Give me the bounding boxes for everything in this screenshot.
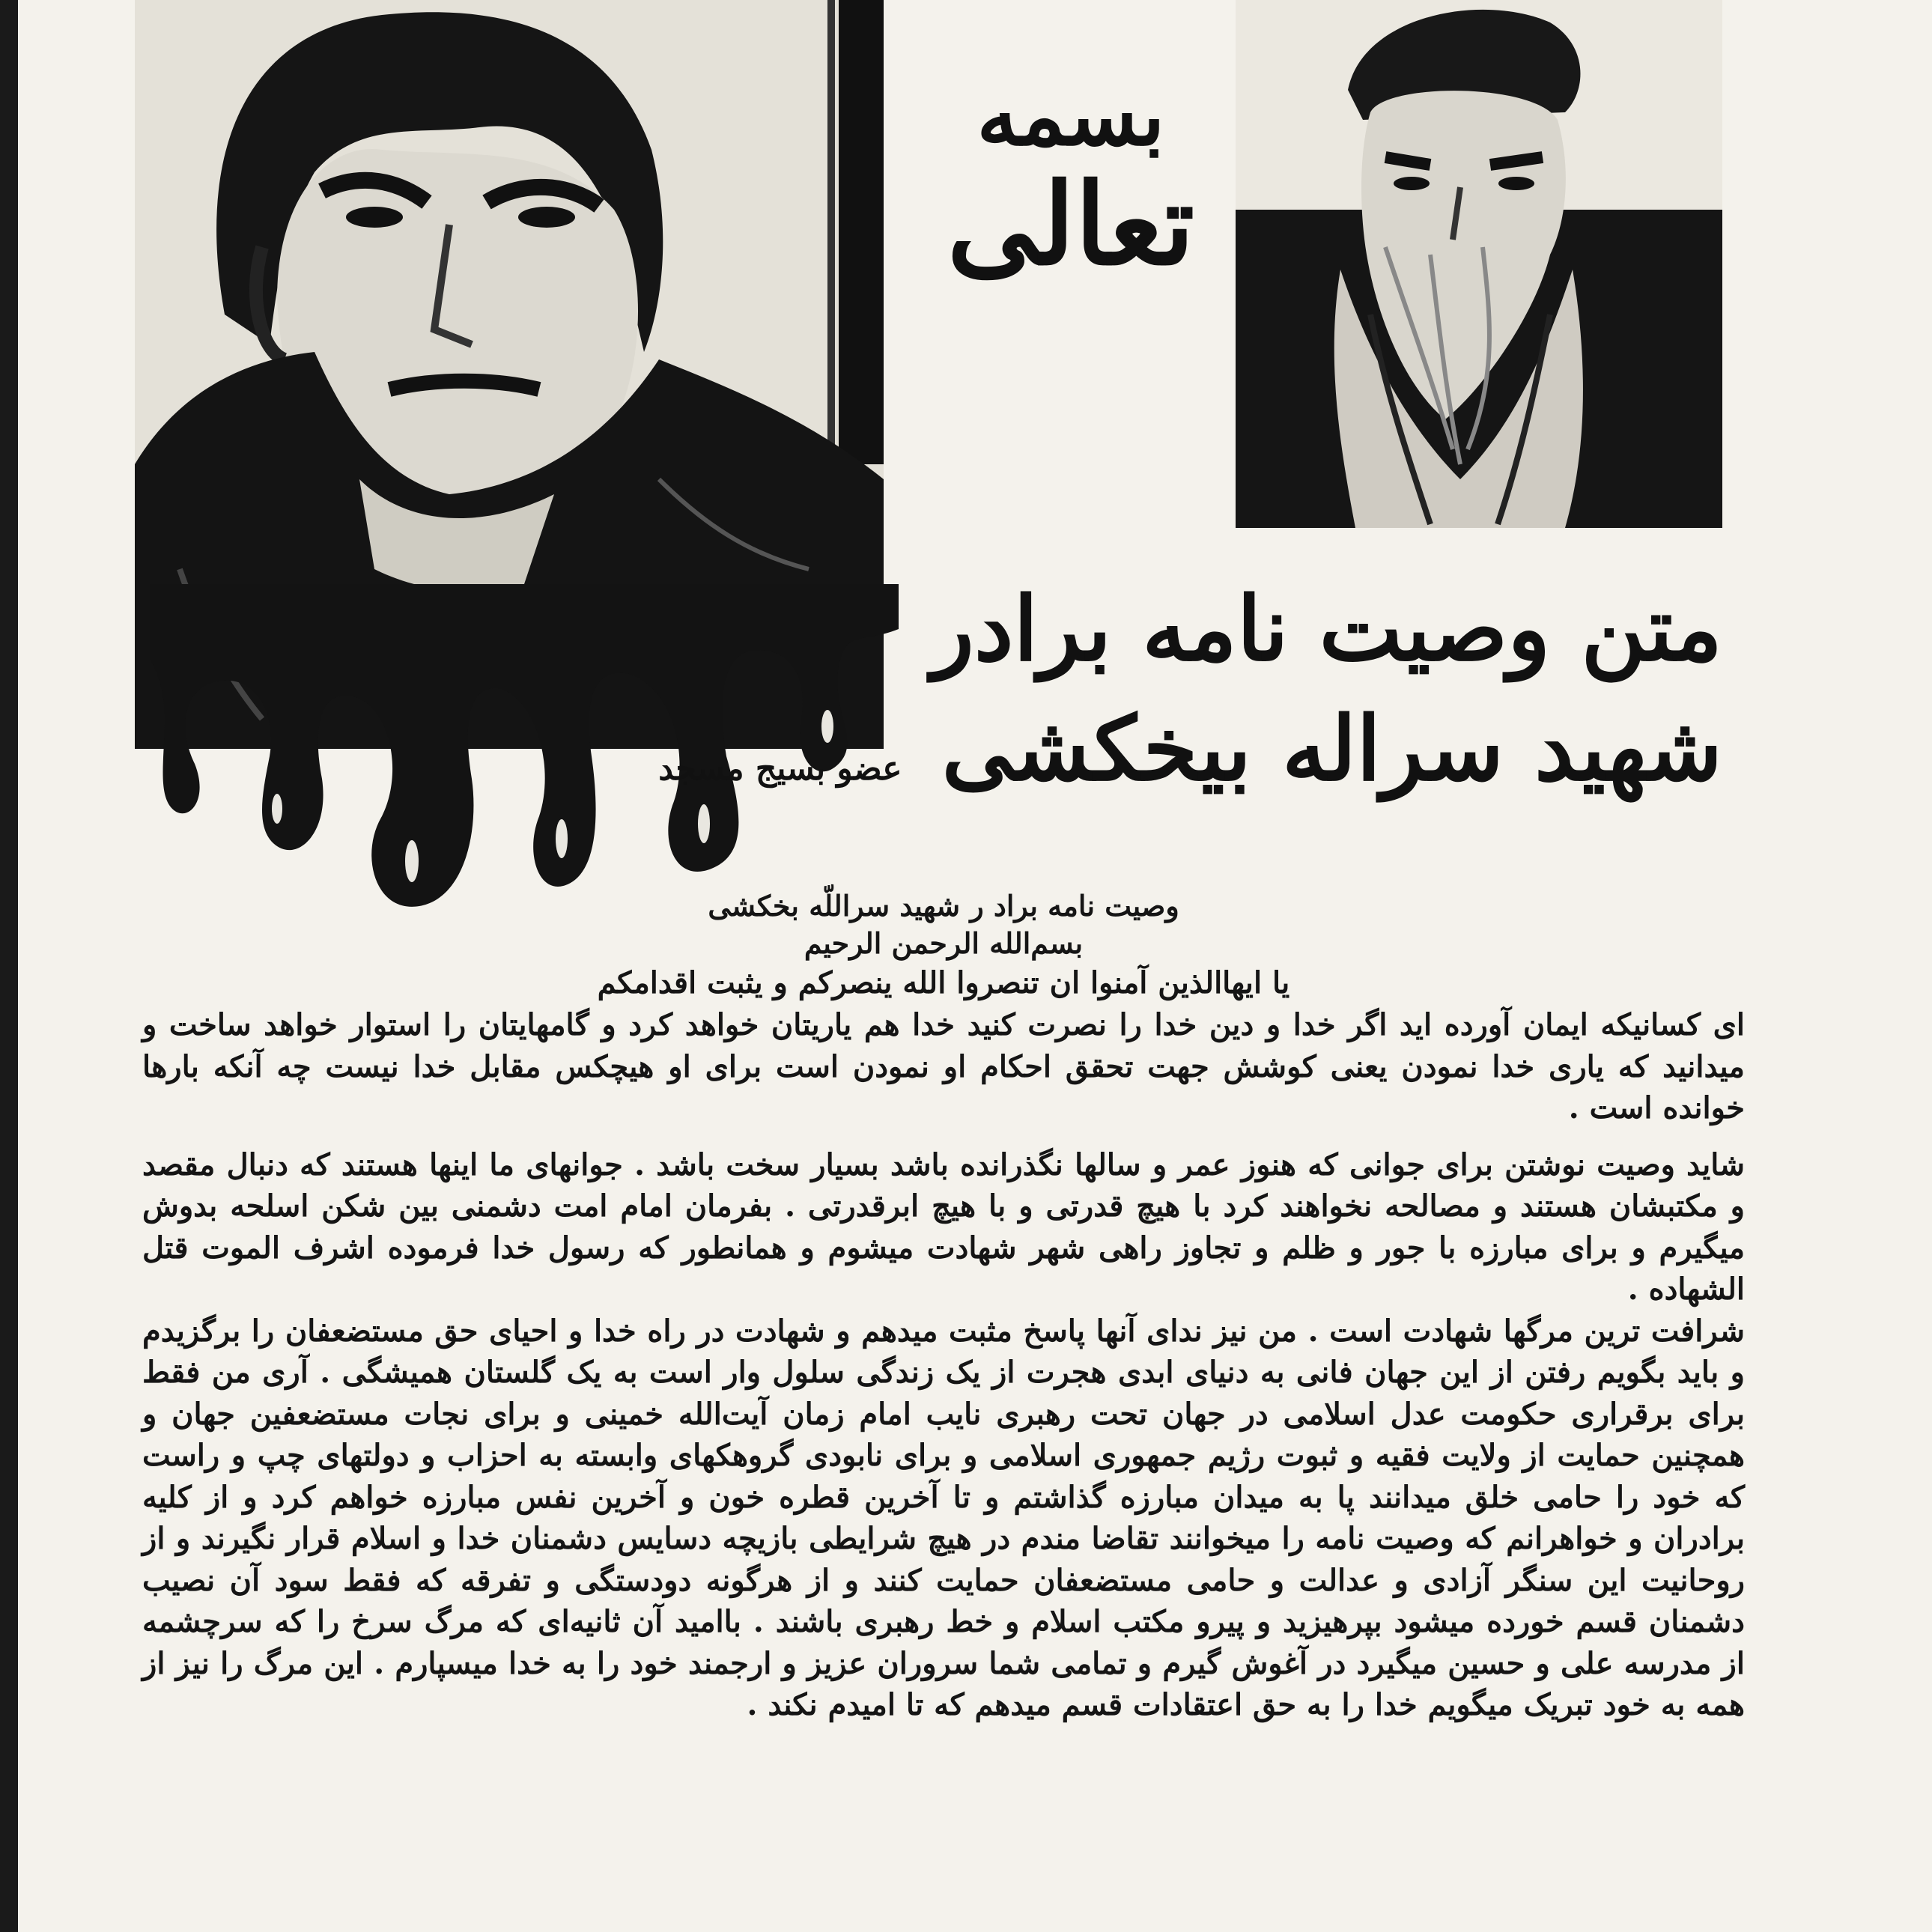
- paragraph-3: شرافت ترین مرگها شهادت است . من نیز ندای آنها پاسخ مثبت میدهم و شهادت در راه خدا و احیای حق مستضعفان را برگزیدم و باید بگویم رفتن از این جهان فانی به دنیای ابدی هجرت از یک زندگی سلول وار است به یک گلستان همیشگی . آری من فقط برای برقراری حکومت عدل اسلامی در جهان تحت رهبری نایب امام زمان آیت‌الله خمینی و برای نجات مستضعفین جهان و همچنین حمایت از ولایت فقیه و ثبوت رژیم جمهوری اسلامی و برای نابودی گروهکهای وابسته به احزاب و دولتهای چپ و راست که خود را حامی خلق میدانند پا به میدان مبارزه گذاشتم و تا آخرین قطره خون و آخرین نفس مبارزه خواهم کرد و از کلیه برادران و خواهرانم که وصیت نامه را میخوانند تقاضا مندم در هیچ شرایطی بازیچه دسایس دشمنان خدا و اسلام قرار نگیرند و از روحانیت این سنگر آزادی و عدالت و حامی مستضعفان حمایت کنند و از هرگونه دودستگی و تفرقه که فقط سود آن نصیب دشمنان قسم خورده میشود بپرهیزید و پیرو مکتب اسلام و خط رهبری باشند . باامید آن ثانیه‌ای که مرگ سرخ را که سرچشمه از مدرسه علی و حسین میگیرد در آغوش گیرم و تمامی شما سروران عزیز و ارجمند خود را به خدا میسپارم . این مرگ را نیز از همه به خود تبریک میگویم خدا را به حق اعتقادات قسم میدهم که تا امیدم نکند .: [142, 1313, 1745, 1722]
- title-membership: عضو بسیج مسجد: [658, 750, 902, 788]
- title-line-1: متن وصیت نامه برادر: [931, 577, 1722, 681]
- paragraph-1: ای کسانیکه ایمان آورده اید اگر خدا و دین خدا را نصرت کنید خدا هم یاریتان خواهد کرد و گامهایتان را استوار خواهد ساخت و میدانید که یاری خدا نمودن یعنی کوشش جهت تحقق احکام او نمودن است برای او هیچکس مقابل خدا نیست چه آنکه بارها خوانده است .: [142, 1007, 1745, 1126]
- header-line-1: بسمه: [976, 67, 1165, 164]
- scan-border: [0, 0, 18, 1932]
- imam-portrait: [1236, 0, 1722, 528]
- paragraph-gap: [142, 1129, 1745, 1144]
- header-bismihi: [921, 0, 1221, 359]
- title-line-2: [658, 689, 1722, 829]
- paragraph-2: شاید وصیت نوشتن برای جوانی که هنوز عمر و سالها نگذرانده باشد بسیار سخت باشد . جوانهای ما اینها هستند که دنبال مقصد و مکتبشان هستند و مصالحه نخواهند کرد با هیچ قدرتی و با هیچ ابرقدرتی . بفرمان امام امت دشمنی بین شکن اسلحه بدوش میگیرم و برای مبارزه با جور و ظلم و تجاوز راهی شهر شهادت میشوم و همانطور که رسول خدا فرموده اشرف الموت قتل الشهاده .: [142, 1146, 1745, 1307]
- body-heading: وصیت نامه براد ر شهید سراللّه بخکشی: [708, 889, 1179, 923]
- quran-verse: یا ایهاالذین آمنوا ان تنصروا الله ینصرکم و یثبت اقدامکم: [597, 965, 1290, 1000]
- header-line-2: تعالی: [947, 159, 1195, 291]
- bismillah-line: بسم‌الله الرحمن الرحیم: [804, 926, 1084, 960]
- title-martyr-name: شهید سراله بیخکشی: [941, 696, 1722, 801]
- will-body: [142, 887, 1745, 1726]
- document-title: [658, 569, 1722, 829]
